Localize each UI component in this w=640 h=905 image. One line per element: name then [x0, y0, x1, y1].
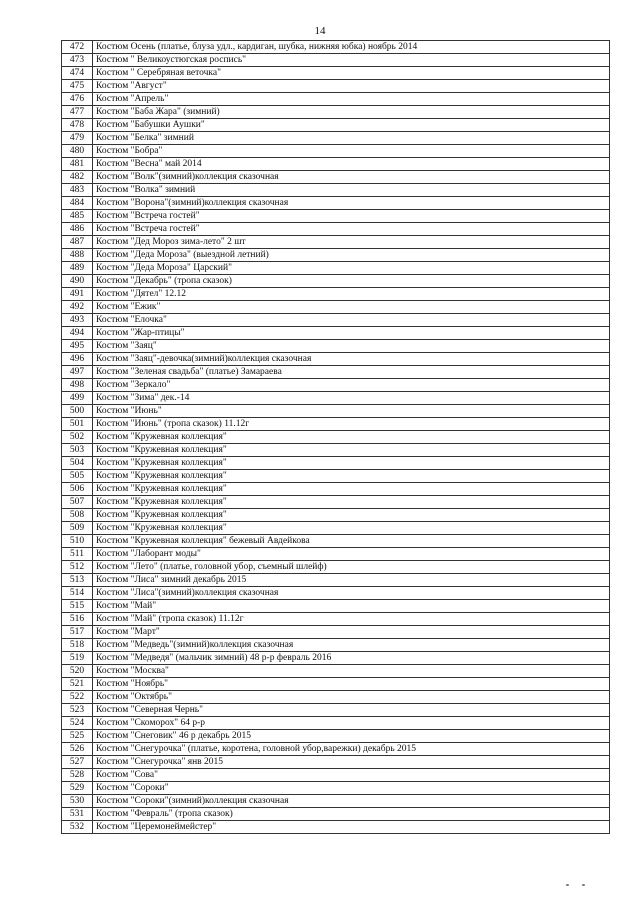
item-description: Костюм "Заяц" — [93, 340, 610, 353]
table-row — [62, 522, 610, 535]
item-description: Костюм "Скоморох" 64 р-р — [93, 717, 610, 730]
row-number: 488 — [62, 249, 93, 262]
table-row — [62, 444, 610, 457]
item-description: Костюм " Серебряная веточка" — [93, 67, 610, 80]
row-number: 475 — [62, 80, 93, 93]
item-description: Костюм Осень (платье, блуза удл., кардиган, шубка, нижняя юбка) ноябрь 2014 — [93, 41, 610, 54]
table-row — [62, 483, 610, 496]
table-row — [62, 275, 610, 288]
item-description: Костюм "Сороки"(зимний)коллекция сказочная — [93, 795, 610, 808]
item-description: Костюм "Снегурочка" янв 2015 — [93, 756, 610, 769]
row-number: 483 — [62, 184, 93, 197]
row-number: 527 — [62, 756, 93, 769]
item-description: Костюм "Заяц"-девочка(зимний)коллекция сказочная — [93, 353, 610, 366]
row-number: 507 — [62, 496, 93, 509]
row-number: 526 — [62, 743, 93, 756]
table-row — [62, 327, 610, 340]
item-description: Костюм "Июнь" (тропа сказок) 11.12г — [93, 418, 610, 431]
row-number: 477 — [62, 106, 93, 119]
table-row — [62, 353, 610, 366]
table-row — [62, 574, 610, 587]
row-number: 487 — [62, 236, 93, 249]
row-number: 522 — [62, 691, 93, 704]
row-number: 473 — [62, 54, 93, 67]
row-number: 485 — [62, 210, 93, 223]
item-description: Костюм "Жар-птицы" — [93, 327, 610, 340]
row-number: 516 — [62, 613, 93, 626]
item-description: Костюм "Белка" зимний — [93, 132, 610, 145]
row-number: 478 — [62, 119, 93, 132]
item-description: Костюм "Кружевная коллекция" — [93, 457, 610, 470]
table-row — [62, 418, 610, 431]
item-description: Костюм "Деда Мороза" (выездной летний) — [93, 249, 610, 262]
item-description: Костюм "Снегурочка" (платье, коротена, головной убор,варежки) декабрь 2015 — [93, 743, 610, 756]
table-row — [62, 457, 610, 470]
row-number: 531 — [62, 808, 93, 821]
row-number: 524 — [62, 717, 93, 730]
table-row — [62, 639, 610, 652]
row-number: 511 — [62, 548, 93, 561]
row-number: 491 — [62, 288, 93, 301]
item-description: Костюм "Май" — [93, 600, 610, 613]
table-row — [62, 717, 610, 730]
table-row — [62, 171, 610, 184]
table-row — [62, 301, 610, 314]
row-number: 497 — [62, 366, 93, 379]
row-number: 518 — [62, 639, 93, 652]
table-row — [62, 756, 610, 769]
table-row — [62, 808, 610, 821]
row-number: 479 — [62, 132, 93, 145]
table-row — [62, 132, 610, 145]
table-row — [62, 509, 610, 522]
item-description: Костюм "Встреча гостей" — [93, 223, 610, 236]
row-number: 502 — [62, 431, 93, 444]
table-row — [62, 106, 610, 119]
row-number: 493 — [62, 314, 93, 327]
item-description: Костюм "Кружевная коллекция" — [93, 509, 610, 522]
item-description: Костюм "Февраль" (тропа сказок) — [93, 808, 610, 821]
item-description: Костюм "Бобра" — [93, 145, 610, 158]
table-row — [62, 795, 610, 808]
row-number: 498 — [62, 379, 93, 392]
table-row — [62, 197, 610, 210]
table-row — [62, 249, 610, 262]
row-number: 499 — [62, 392, 93, 405]
item-description: Костюм "Сороки" — [93, 782, 610, 795]
row-number: 525 — [62, 730, 93, 743]
page-number: 14 — [314, 25, 326, 37]
item-description: Костюм "Медведя" (мальчик зимний) 48 р-р февраль 2016 — [93, 652, 610, 665]
item-description: Костюм "Елочка" — [93, 314, 610, 327]
row-number: 496 — [62, 353, 93, 366]
row-number: 486 — [62, 223, 93, 236]
table-row — [62, 41, 610, 54]
item-description: Костюм "Волк"(зимний)коллекция сказочная — [93, 171, 610, 184]
row-number: 503 — [62, 444, 93, 457]
item-description: Костюм "Дед Мороз зима-лето" 2 шт — [93, 236, 610, 249]
item-description: Костюм "Встреча гостей" — [93, 210, 610, 223]
row-number: 474 — [62, 67, 93, 80]
table-row — [62, 67, 610, 80]
item-description: Костюм "Кружевная коллекция" — [93, 470, 610, 483]
item-description: Костюм "Март" — [93, 626, 610, 639]
row-number: 519 — [62, 652, 93, 665]
item-description: Костюм "Зеркало" — [93, 379, 610, 392]
table-row — [62, 496, 610, 509]
table-row — [62, 288, 610, 301]
table-row — [62, 223, 610, 236]
row-number: 492 — [62, 301, 93, 314]
inventory-table — [61, 40, 610, 834]
item-description: Костюм "Кружевная коллекция" — [93, 483, 610, 496]
table-row — [62, 145, 610, 158]
row-number: 495 — [62, 340, 93, 353]
table-row — [62, 80, 610, 93]
row-number: 504 — [62, 457, 93, 470]
row-number: 528 — [62, 769, 93, 782]
item-description: Костюм " Великоустюгская роспись" — [93, 54, 610, 67]
item-description: Костюм "Кружевная коллекция" — [93, 496, 610, 509]
scan-speck — [566, 884, 569, 886]
table-row — [62, 587, 610, 600]
item-description: Костюм "Москва" — [93, 665, 610, 678]
table-row — [62, 769, 610, 782]
row-number: 508 — [62, 509, 93, 522]
item-description: Костюм "Октябрь" — [93, 691, 610, 704]
table-row — [62, 470, 610, 483]
table-row — [62, 93, 610, 106]
table-row — [62, 405, 610, 418]
item-description: Костюм "Северная Чернь" — [93, 704, 610, 717]
item-description: Костюм "Весна" май 2014 — [93, 158, 610, 171]
row-number: 513 — [62, 574, 93, 587]
row-number: 489 — [62, 262, 93, 275]
table-row — [62, 210, 610, 223]
table-row — [62, 392, 610, 405]
item-description: Костюм "Медведь"(зимний)коллекция сказочная — [93, 639, 610, 652]
row-number: 515 — [62, 600, 93, 613]
table-row — [62, 119, 610, 132]
item-description: Костюм "Ворона"(зимний)коллекция сказочная — [93, 197, 610, 210]
row-number: 532 — [62, 821, 93, 834]
table-row — [62, 262, 610, 275]
table-row — [62, 626, 610, 639]
table-row — [62, 561, 610, 574]
table-row — [62, 236, 610, 249]
table-row — [62, 379, 610, 392]
table-row — [62, 340, 610, 353]
table-row — [62, 613, 610, 626]
row-number: 472 — [62, 41, 93, 54]
item-description: Костюм "Деда Мороза" Царский" — [93, 262, 610, 275]
row-number: 529 — [62, 782, 93, 795]
table-row — [62, 366, 610, 379]
item-description: Костюм "Лиса" зимний декабрь 2015 — [93, 574, 610, 587]
item-description: Костюм "Кружевная коллекция" — [93, 522, 610, 535]
item-description: Костюм "Лето" (платье, головной убор, съемный шлейф) — [93, 561, 610, 574]
row-number: 501 — [62, 418, 93, 431]
item-description: Костюм "Бабушки Аушки" — [93, 119, 610, 132]
item-description: Костюм "Зеленая свадьба" (платье) Замараева — [93, 366, 610, 379]
item-description: Костюм "Волка" зимний — [93, 184, 610, 197]
item-description: Костюм "Кружевная коллекция" — [93, 431, 610, 444]
table-row — [62, 743, 610, 756]
item-description: Костюм "Декабрь" (тропа сказок) — [93, 275, 610, 288]
table-row — [62, 600, 610, 613]
item-description: Костюм "Август" — [93, 80, 610, 93]
item-description: Костюм "Апрель" — [93, 93, 610, 106]
row-number: 500 — [62, 405, 93, 418]
table-row — [62, 665, 610, 678]
item-description: Костюм "Ноябрь" — [93, 678, 610, 691]
row-number: 484 — [62, 197, 93, 210]
row-number: 476 — [62, 93, 93, 106]
item-description: Костюм "Баба Жара" (зимний) — [93, 106, 610, 119]
item-description: Костюм "Снеговик" 46 р декабрь 2015 — [93, 730, 610, 743]
row-number: 480 — [62, 145, 93, 158]
item-description: Костюм "Кружевная коллекция" — [93, 444, 610, 457]
row-number: 523 — [62, 704, 93, 717]
row-number: 505 — [62, 470, 93, 483]
row-number: 520 — [62, 665, 93, 678]
item-description: Костюм "Май" (тропа сказок) 11.12г — [93, 613, 610, 626]
table-row — [62, 652, 610, 665]
row-number: 490 — [62, 275, 93, 288]
row-number: 509 — [62, 522, 93, 535]
scan-speck — [582, 884, 585, 886]
row-number: 517 — [62, 626, 93, 639]
table-row — [62, 704, 610, 717]
table-row — [62, 678, 610, 691]
item-description: Костюм "Церемонеймейстер" — [93, 821, 610, 834]
item-description: Костюм "Дятел" 12.12 — [93, 288, 610, 301]
row-number: 482 — [62, 171, 93, 184]
inventory-table-body — [62, 41, 610, 834]
row-number: 514 — [62, 587, 93, 600]
row-number: 521 — [62, 678, 93, 691]
table-row — [62, 184, 610, 197]
item-description: Костюм "Лаборант моды" — [93, 548, 610, 561]
table-row — [62, 821, 610, 834]
row-number: 506 — [62, 483, 93, 496]
row-number: 481 — [62, 158, 93, 171]
table-row — [62, 535, 610, 548]
table-row — [62, 431, 610, 444]
item-description: Костюм "Зима" дек.-14 — [93, 392, 610, 405]
row-number: 530 — [62, 795, 93, 808]
item-description: Костюм "Сова" — [93, 769, 610, 782]
table-row — [62, 314, 610, 327]
item-description: Костюм "Кружевная коллекция" бежевый Авдейкова — [93, 535, 610, 548]
table-row — [62, 730, 610, 743]
table-row — [62, 548, 610, 561]
table-row — [62, 691, 610, 704]
row-number: 512 — [62, 561, 93, 574]
row-number: 494 — [62, 327, 93, 340]
item-description: Костюм "Ежик" — [93, 301, 610, 314]
table-row — [62, 54, 610, 67]
row-number: 510 — [62, 535, 93, 548]
item-description: Костюм "Лиса"(зимний)коллекция сказочная — [93, 587, 610, 600]
table-row — [62, 158, 610, 171]
item-description: Костюм "Июнь" — [93, 405, 610, 418]
table-row — [62, 782, 610, 795]
